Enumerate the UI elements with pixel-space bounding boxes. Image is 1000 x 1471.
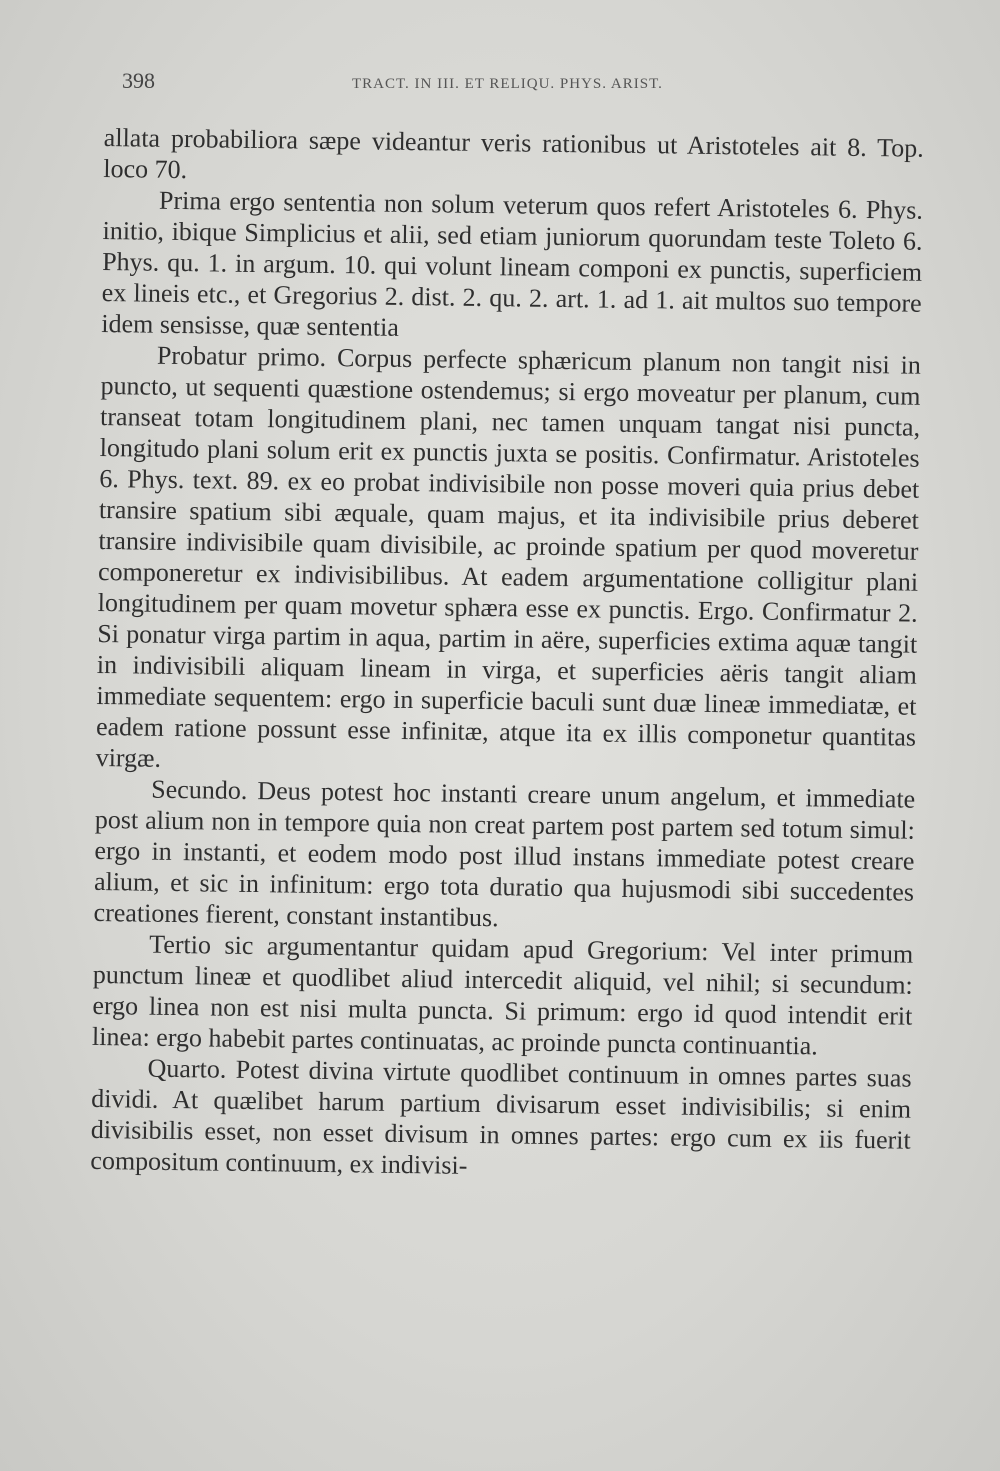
paragraph-secundo: Secundo. Deus potest hoc instanti creare unum angelum, et immediate post alium non in tempore quia non creat partem post partem sed totum simul: ergo in instanti, et eodem modo post illud instans immediate potest creare alium, et sic in infinitum: ergo tota duratio qua hujusmodi sibi succedentes creationes fierent, constant instantibus. bbox=[93, 774, 916, 933]
paragraph-probatur-primo: Probatur primo. Corpus perfecte sphæricum planum non tangit nisi in puncto, ut sequenti quæstione ostendemus; si ergo moveatur per planum, cum transeat totam longitudinem plani, nec tamen unquam tangat nisi puncta, longitudo plani solum erit ex punctis juxta se positis. Confirmatur. Aristoteles 6. Phys. text. 89. ex eo probat indivisibile non posse moveri quia prius debet transire spatium sibi æquale, quam majus, et ita indivisibile prius deberet transire indivisibile quam divisibile, ac proinde spatium per quod moveretur componeretur ex indivisibilibus. At eadem argumentatione colligitur plani longitudinem per quam movetur sphæra esse ex punctis. Ergo. Confirmatur 2. Si ponatur virga partim in aqua, partim in aëre, superficies extima aquæ tangit in indivisibili aliquam lineam in virga, et superficies aëris tangit aliam immediate sequentem: ergo in superficie baculi sunt duæ lineæ immediatæ, et eadem ratione possunt esse infinitæ, atque ita ex illis componetur quantitas virgæ. bbox=[95, 340, 922, 773]
body-text bbox=[90, 122, 924, 1187]
paragraph-tertio: Tertio sic argumentantur quidam apud Gregorium: Vel inter primum punctum lineæ et quodlibet aliud intercedit aliquid, vel nihil; si secundum: ergo linea non est nisi multa puncta. Si primum: ergo id quod intendit erit linea: ergo habebit partes continuatas, ac proinde puncta continuantia. bbox=[91, 929, 914, 1061]
paragraph-continuation: allata probabiliora sæpe videantur veris rationibus ut Aristoteles ait 8. Top. loco 70. bbox=[103, 122, 924, 185]
page-number: 398 bbox=[122, 68, 155, 93]
paragraph-quarto: Quarto. Potest divina virtute quodlibet continuum in omnes partes suas dividi. At quælibet harum partium divisarum esset indivisibilis; si enim divisibilis esset, non esset divisum in omnes partes: ergo cum ex iis fuerit compositum continuum, ex indivisi- bbox=[90, 1053, 912, 1180]
running-title: TRACT. IN III. ET RELIQU. PHYS. ARIST. bbox=[352, 76, 663, 92]
running-head bbox=[120, 68, 920, 98]
paragraph-prima-sententia: Prima ergo sententia non solum veterum quos refert Aristoteles 6. Phys. initio, ibique Simplicius et alii, sed etiam juniorum quorundam teste Toleto 6. Phys. qu. 1. in argum. 10. qui volunt lineam componi ex punctis, superficiem ex lineis etc., et Gregorius 2. dist. 2. qu. 2. art. 1. ad 1. ait multos suo tempore idem sensisse, quæ sententia bbox=[101, 185, 924, 342]
